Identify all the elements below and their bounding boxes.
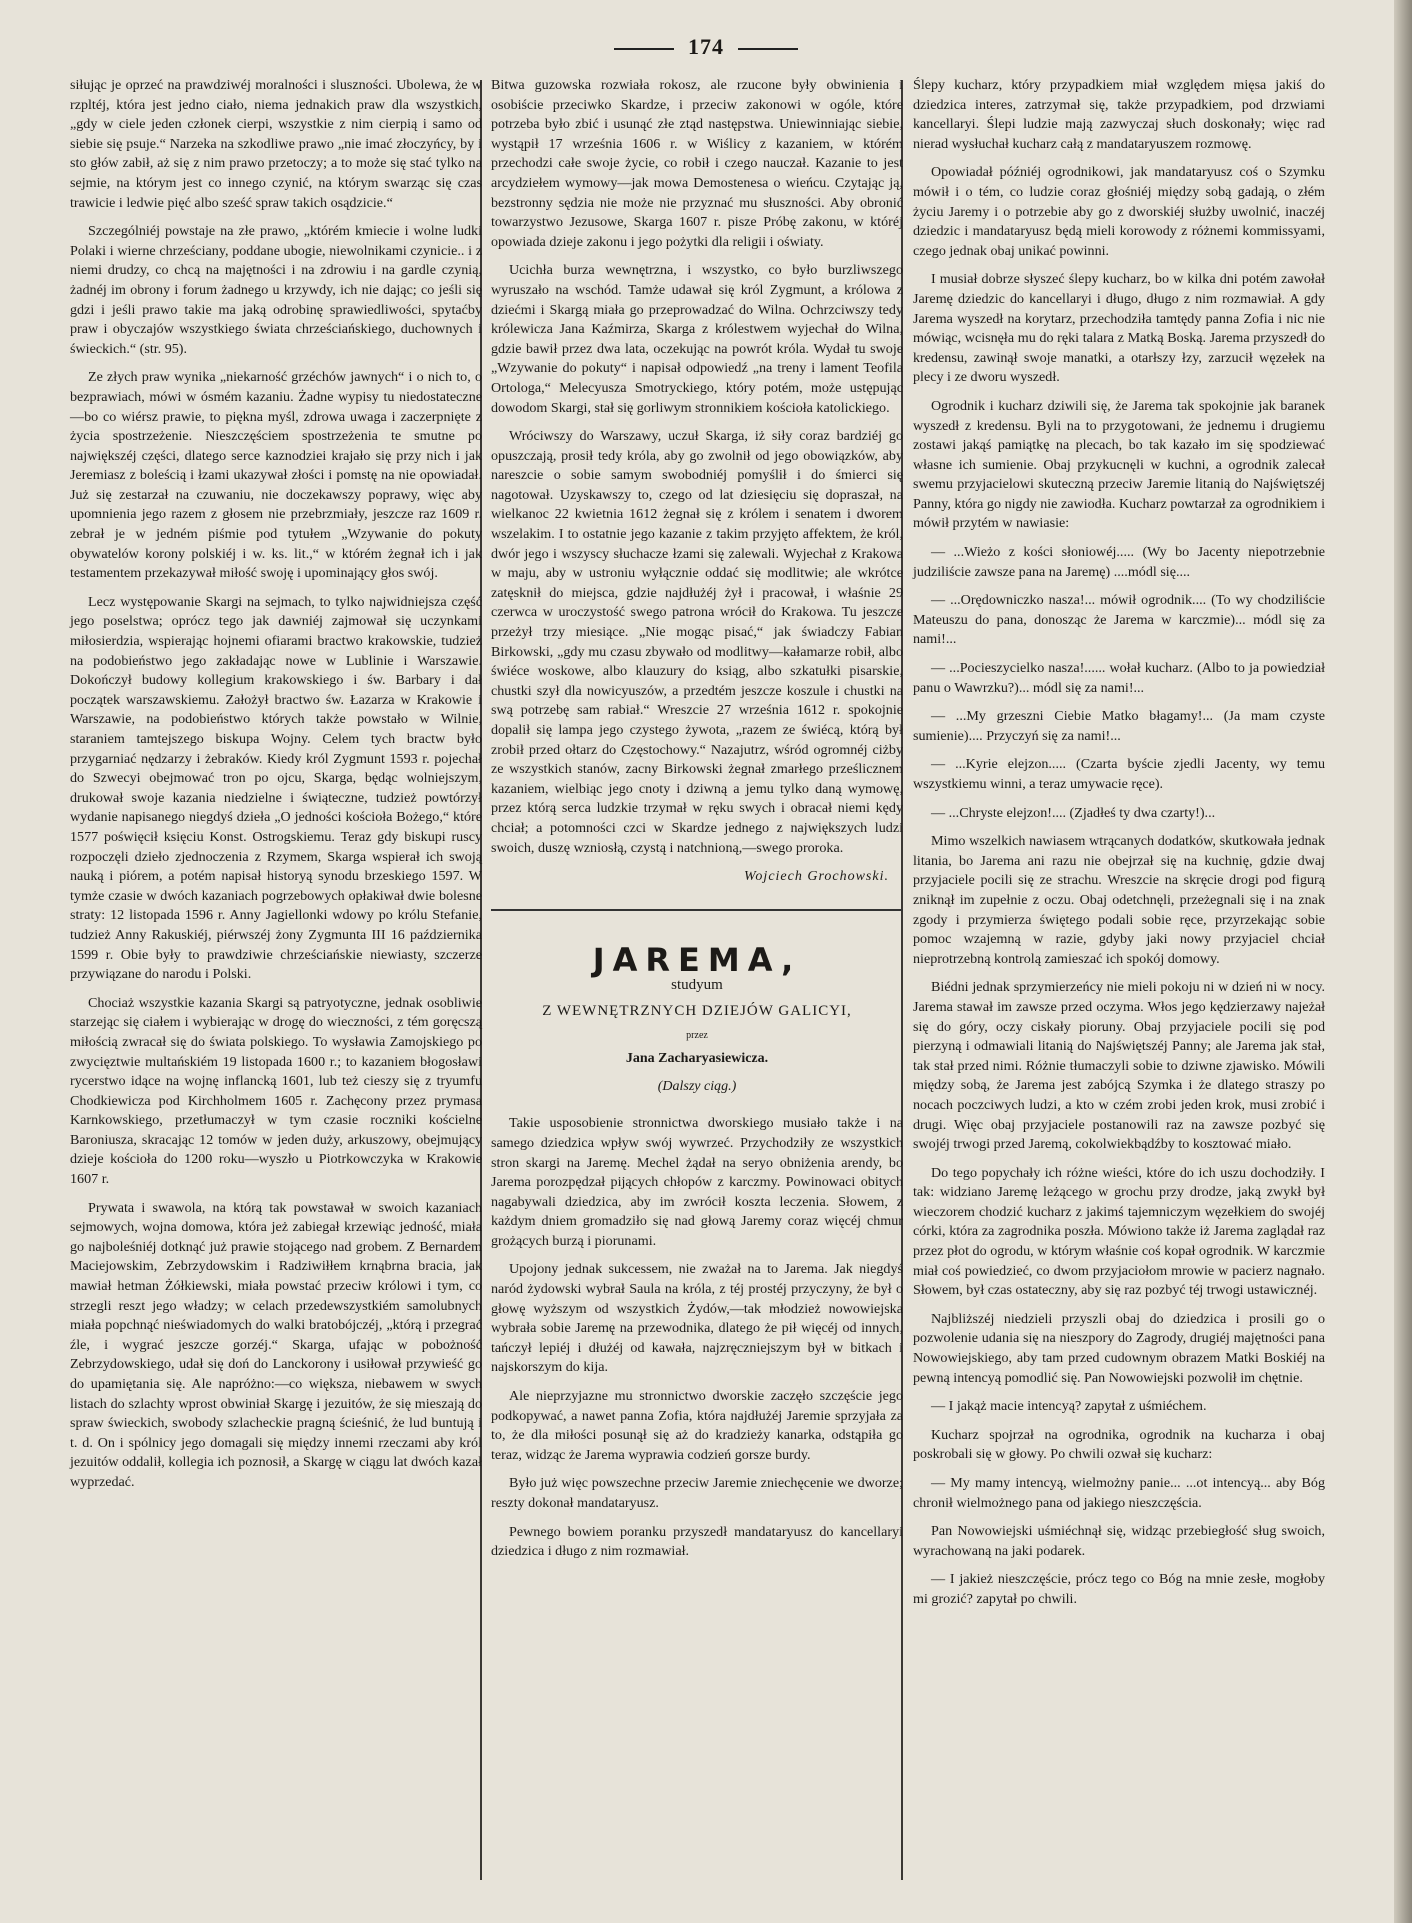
column3-dialogue: — ...Pocieszycielko nasza!...... wołał kucharz. (Albo to ja powiedział panu o Wawrzku?)... módl się za nami!...	[913, 660, 1325, 696]
article-signature: Wojciech Grochowski.	[744, 869, 889, 885]
column-2	[491, 76, 903, 1571]
column3-paragraph: Ślepy kucharz, który przypadkiem miał względem mięsa jakiś do dziedzica interes, zatrzymał się, także przypadkiem, pod drzwiami kancellaryi. Ślepi ludzie mają zazwyczaj słuch doskonały; więc rad nierad wysłuchał kucharz całą z mandataryuszem rozmowę.	[913, 77, 1325, 152]
column-1	[70, 76, 482, 1502]
column3-paragraph: Opowiadał późniéj ogrodnikowi, jak mandataryusz coś o Szymku mówił i o tém, co ludzie coraz głośniéj między sobą gadają, o złém życiu Jaremy i o potrzebie aby go z dworskiéj służby uwolnić, inaczéj dziedzic i mandataryusz będą mieli korowody z różnemi kommissyami, czego jednak obaj unikać powinni.	[913, 164, 1325, 259]
column1-paragraph: Szczególniéj powstaje na złe prawo, „którém kmiecie i wolne ludki Polaki i wierne chrześciany, poddane ubogie, niewolnikami czynicie.. i z niemi drudzy, co chcą na majętności i na zdrowiu i na gardle czynią, żadnéj im obrony i forum żadnego u krzywdy, ich nie dając; co jeśli się gdzi i jeśli prawo takie ma jaką odrobinę sprawiedliwości, spytaćby praw i obyczajów wszystkiego świata chrześciańskiego, duchownych i świeckich.“ (str. 95).	[70, 223, 482, 357]
column3-paragraph: Najbliższéj niedzieli przyszli obaj do dziedzica i prosili go o pozwolenie udania się na nieszpory do Zagrody, drugiéj majętności pana Nowowiejskiego, aby tam przed cudownym obrazem Matki Boskiéj na pewną intencyą pomodlić się. Pan Nowowiejski pozwolił im chętnie.	[913, 1310, 1325, 1386]
column2-paragraph: Wróciwszy do Warszawy, uczuł Skarga, iż siły coraz bardziéj go opuszczają, prosił tedy króla, aby go zwolnił od jego obowiązków, aby nareszcie o sobie samym swobodniéj pomyślił i do śmierci się nagotował. Uzyskawszy to, czego od lat dziesięciu się dopraszał, na wielkanoc 22 kwietnia 1612 żegnał się z królem i senatem i dworem wszelakim. I to ostatnie jego kazanie z takim przyjęto affektem, że król, dwór jego i wszyscy słuchacze łzami się zalewali. Wyjechał z Krakowa w maju, aby w ustroniu wyłącznie oddać się modlitwie; ale wkrótce zatęsknił do miejsca, gdzie najdłużéj żył i pracował, i właśnie 29 czerwca w uroczystość swego patrona wrócił do Krakowa. Tu jeszcze przeżył trzy miesiące. „Nie mogąc pisać,“ jak świadczy Fabian Birkowski, „gdy mu czasu zbywało od modlitwy—kałamarze robił, albo świéce woskowe, albo klauzury do ksiąg, albo szkatułki pisarskie, chustki szył dla nowicyuszów, a przedtém jeszcze koszule i chustki na swą potrzebę sam rabiał.“ Wreszcie 27 września 1612 r. spokojnie dopalił się lampa jego czystego żywota, „razem ze świécą, którą był zrobił przed ołtarz do Częstochowy.“ Nazajutrz, wśród ogromnéj ciżby ze wszystkich stanów, zacny Birkowski żegnał zmarłego prześlicznem kazaniem, wielbiąc jego cnoty i dziwną a jemu tylko daną wymowę, przez którą serca ludzkie trzymał w ręku swych i obracał niemi kędy chciał; a potomności czci w Skardze jednego z największych ludzi swoich, duszę wzniosłą, czystą i natchnioną,—swego proroka.	[491, 428, 903, 856]
column-3	[913, 76, 1325, 1619]
column3-paragraph: Ogrodnik i kucharz dziwili się, że Jarema tak spokojnie jak baranek wyszedł z kredensu. Byli na to przygotowani, że jednemu i drugiemu zostawi jakąś pamiątkę na plecach, bo tak kazało im się spodziewać własne ich sumienie. Obaj przykucnęli w kuchni, a ogrodnik zalecał swemu przyjacielowi skuteczną przeciw Jaremie litanią do Najświętszéj Panny, która go nigdy nie zawiodła. Kucharz powtarzał za ogrodnikiem i mówił przytém w nawiasie:	[913, 397, 1325, 532]
column1-paragraph: siłując je oprzeć na prawdziwéj moralności i sluszności. Ubolewa, że w rzpltéj, która jest jedno ciało, niema jednakich praw dla wszystkich, „gdy w ciele jeden członek cierpi, wszystkie z nim cierpią i samo od siebie się psuje.“ Narzeka na szkodliwe prawo „nie imać złoczyńcy, by i sto głów zabił, aż się z nim prawo przetoczy; a to może się stać tylko na sejmie, na którym jest co innego czynić, na którym swarząc się czas trawicie i ledwie pięć albo sześć spraw takich osądzicie.“	[70, 77, 482, 211]
column3-dialogue: — I jakąż macie intencyą? zapytał z uśmiéchem.	[931, 1398, 1207, 1415]
column3-paragraph: Pan Nowowiejski uśmiéchnął się, widząc przebiegłość sług swoich, wyrachowaną na jaki podarek.	[913, 1523, 1325, 1559]
column3-dialogue: — ...Chryste elejzon!.... (Zjadłeś ty dwa czarty!)...	[931, 804, 1216, 821]
page-edge-shadow	[1394, 0, 1412, 1923]
column3-dialogue: — I jakież nieszczęście, prócz tego co Bóg na mnie zesłe, mogłoby mi grozić? zapytał po chwili.	[913, 1571, 1325, 1607]
article-continued: (Dalszy ciąg.)	[657, 1078, 737, 1094]
column3-dialogue: — ...Kyrie elejzon..... (Czarta byście zjedli Jacenty, wy temu wszystkiemu winni, a teraz umywacie ręce).	[913, 756, 1325, 792]
article-context: Z WEWNĘTRZNYCH DZIEJÓW GALICYI,	[542, 1002, 852, 1019]
article-separator	[491, 909, 903, 911]
column1-paragraph: Lecz występowanie Skargi na sejmach, to tylko najwidniejsza część jego poselstwa; oprócz tego jak dawniéj zajmował się uczynkami miłosierdzia, wspierając hojnemi ofiarami bractwo krakowskie, tudzież na podobieństwo jego zakładając nowe w Lublinie i Warszawie. Dokończył budowy kollegium krakowskiego i św. Barbary i dał początek warszawskiemu. Założył bractwo św. Łazarza w Krakowie i Warszawie, na podobieństwo których także powstało w Wilnie, staraniem tamtejszego biskupa Wojny. Celem tych bractw było przygarniać nędzarzy i żebraków. Kiedy król Zygmunt 1593 r. pojechał do Szwecyi obejmować tron po ojcu, Skarga, będąc wolniejszym, drukował swoje kazania niedzielne i świąteczne, tudzież powtórzył wydanie napisanego niegdyś dzieła „O jedności kościoła Bożego,“ które 1577 poświęcił księciu Konst. Ostrogskiemu. Teraz gdy biskupi ruscy rozpoczęli dzieło zjednoczenia z Rzymem, Skarga wspierał ich swoją nauką i piórem, a potém napisał historyą synodu brzeskiego 1597. W tymże czasie w dwóch kazaniach pogrzebowych opłakiwał dwie bolesne straty: 12 listopada 1596 r. Anny Jagiellonki wdowy po królu Stefanie, tudzież Anny Rakuskiéj, piérwszéj żony Zygmunta III 16 października 1599 r. Obie były to prawdziwie chrześciańskie niewiasty, szczerze przywiązane do narodu i Polski.	[70, 593, 482, 983]
column3-paragraph: Mimo wszelkich nawiasem wtrącanych dodatków, skutkowała jednak litania, bo Jarema ani razu nie obejrzał się na kuchnię, gdzie dwaj przyjaciele pocili się ze strachu. Wreszcie na skręcie drogi pod figurą zniknął im zupełnie z oczu. Obaj odetchnęli, przeżegnali się i na znak zgody i przymierza świętego podali sobie ręce, przyrzekając sobie pomoc wzajemną w razie, gdyby jaki nowy przyjaciel chciał nieprotrzebną kontrolą zamieszać ich spokój domowy.	[913, 833, 1325, 967]
column2-paragraph: Bitwa guzowska rozwiała rokosz, ale rzucone były obwinienia i osobiście przeciwko Skardze, i przeciw zakonowi w ogóle, które potrzeba było zbić i usunąć złe ztąd następstwa. Uniewinniając siebie, wystąpił 17 września 1606 r. w Wiślicy z kazaniem, w którém przechodzi całe swoje życie, co robił i czego nauczał. Kazanie to jest arcydziełem wymowy—jak mowa Demostenesa o wieńcu. Czytając ją, bezstronny sędzia nie może nie przyznać mu słuszności. Aby obronić towarzystwo Jezusowe, Skarga 1607 r. pisze Próbę zakonu, w któréj opowiada dzieje zakonu i jego pożytki dla religii i oświaty.	[491, 77, 903, 250]
column3-paragraph: I musiał dobrze słyszeć ślepy kucharz, bo w kilka dni potém zawołał Jaremę dziedzic do kancellaryi i długo, długo z nim rozmawiał. A gdy Jarema wyszedł na korytarz, przechodziła tamtędy panna Zofia i nic nie mówiąc, wcisnęła mu do ręki talara z Matką Boską. Jarema przyszedł do kredensu, zawinął swoje manatki, a otarłszy łzy, zarzucił węzełek na plecy i ze dworu wyszedł.	[913, 271, 1325, 386]
page-number-header	[0, 34, 1412, 60]
page-number: 174	[688, 34, 724, 59]
column1-paragraph: Chociaż wszystkie kazania Skargi są patryotyczne, jednak osobliwie starzejąc się ciałem i wybierając w drogę do wieczności, z tém goręcszą miłością zwracał się do świata polskiego. To wysławia Zamojskiego po zwycięztwie multańskiém 19 listopada 1600 r.; to kazaniem błogosławi rycerstwo idące na wojnę inflancką 1601, lub też cieszy się z tryumfu Chodkiewicza pod Kirchholmem 1605 r. Zachęcony przez prymasa Karnkowskiego, przetłumaczył w tym czasie roczniki kościelne Baroniusza, skracając 12 tomów w jeden duży, arkuszowy, obejmujący dzieje kościoła do 1200 roku—wyszło u Piotrkowczyka w Krakowie 1607 r.	[70, 994, 482, 1188]
article-title: JAREMA,	[592, 940, 802, 979]
article-by: przez	[686, 1029, 708, 1041]
column3-paragraph: Do tego popychały ich różne wieści, które do ich uszu dochodziły. I tak: widziano Jaremę leżącego w grochu przy drodze, jaką zwykł był wieczorem chodzić kucharz z jakimś tajemniczym węzełkiem do swojéj córki, która za zagrodnika poszła. Mówiono także iż Jarema zaglądał raz przez płot do ogrodu, w którym właśnie coś kopał ogrodnik. W karczmie miał coś powiedzieć, co dwom przyjaciołom mrowie w pacierz nagnało. Słowem, był czas ostateczny, aby się raz pozbyć téj trwogi ustawicznéj.	[913, 1164, 1325, 1299]
column3-paragraph: Kucharz spojrzał na ogrodnika, ogrodnik na kucharza i obaj poskrobali się w głowy. Po chwili ozwał się kucharz:	[913, 1426, 1325, 1463]
column3-dialogue: — ...My grzeszni Ciebie Matko błagamy!... (Ja mam czyste sumienie).... Przyczyń się za nami!...	[913, 708, 1325, 744]
column3-paragraph: Biédni jednak sprzymierzeńcy nie mieli pokoju ni w dzień ni w nocy. Jarema stawał im zawsze przed oczyma. Włos jego kędzierzawy najeżał się do góry, oczy ciskały pioruny. Obaj przyjaciele pocili się pod pierzyną i odmawiali litanią do Najświętszéj Panny; ale Jarema jak stał, tak stał przed nimi. Różnie tłumaczyli sobie to dziwne zjawisko. Mówili między sobą, że Jarema jest zabójcą Szymka i że dlatego straszy po nocach poczciwych ludzi, a kto w czém zrobi jeden krok, musi zrobić i drugi. Więc obaj przyjaciele postanowili raz na zawsze pozbyć się swojéj trwogi przed Jaremą, cokolwiekbądźby to kosztować miało.	[913, 979, 1325, 1153]
article-subtitle: studyum	[671, 977, 723, 994]
column1-paragraph: Prywata i swawola, na którą tak powstawał w swoich kazaniach sejmowych, wojna domowa, która jeż zabiegał krzewiąc jedność, miała go najboleśniéj dotknąć już prawie stojącego nad grobem. Z Bernardem Maciejowskim, Zebrzydowskim i Radziwiłłem krnąbrna bracia, jak mawiał hetman Żółkiewski, miała powstać przeciw królowi i tym, co strzegli reszt jego władzy; w celach przedewszystkiém samolubnych miała popchnąć nieświadomych do walki bratobójczéj, „którą i przegrać źle, i wygrać jeszcze gorzéj.“ Skarga, ufając w pobożność Zebrzydowskiego, udał się doń do Lanckorony i usiłował przywieść go do upamiętania się. Ale napróżno:—co większa, niebawem w swych listach do szlachty wprost obwiniał Skargę i jezuitów, że się mieszają do spraw świeckich, swobody szlacheckie pragną ścieśnić, że lud buntują i t. d. On i spólnicy jego domagali się między innemi rzeczami aby król jezuitów oddalił, kollegia ich poznosił, a Skargę w ciągu lat dwóch kazał wyprzedać.	[70, 1199, 482, 1490]
column3-dialogue: — My mamy intencyą, wielmożny panie... ...ot intencyą... aby Bóg chronił wielmożnego pana od jakiego nieszczęścia.	[913, 1475, 1325, 1511]
column2-paragraph: Ucichła burza wewnętrzna, i wszystko, co było burzliwszego wyruszało na wschód. Tamże udawał się król Zygmunt, a królowa z dziećmi i Skargą miała go przeprowadzać do Wilna. Ochrzciwszy tedy królewicza Jana Kaźmirza, Skarga z królestwem wyjechał do Wilna, gdzie bawił przez dwa lata, oczekując na powrót króla. Wydał tu swoje „Wzywanie do pokuty“ i napisał odpowiedź „na treny i lament Teofila Ortologa,“ Melecyusza Smotryckiego, który potém, może ustępując dowodom Skargi, stał się gorliwym stronnikiem kościoła katolickiego.	[491, 262, 903, 416]
article-paragraph: Upojony jednak sukcessem, nie zważał na to Jarema. Jak niegdyś naród żydowski wybrał Saula na króla, z téj prostéj przyczyny, że był o głowę wyższym od wszystkich Żydów,—tak młodzież nowowiejska wybrała sobie Jaremę na przewodnika, dlatego że pił więcéj od innych, tańczył lepiéj i dłużéj od kawała, najzręczniejszym był w bitkach i najskorszym do kija.	[491, 1261, 903, 1376]
column3-dialogue: — ...Orędowniczko nasza!... mówił ogrodnik.... (To wy chodziliście Mateuszu do pana, donosząc że Jarema w karczmie)... módl się za nami!...	[913, 592, 1325, 648]
article-paragraph: Takie usposobienie stronnictwa dworskiego musiało także i na samego dziedzica wpływ swój wywrzeć. Przychodziły ze wszystkich stron skargi na Jaremę. Mechel żądał na seryo obniżenia arendy, bo Jarema porozpędzał pijących chłopów z karczmy. Powinowaci obitych nagabywali dziedzica, aby im zwrócił koszta leczenia. Słowem, z każdym dniem gromadziło się nad głową Jaremy coraz więcéj chmur grożących burzą i piorunami.	[491, 1115, 903, 1249]
page-number-dash-right	[738, 48, 798, 50]
article-paragraph: Było już więc powszechne przeciw Jaremie zniechęcenie we dworze; reszty dokonał mandataryusz.	[491, 1475, 903, 1511]
article-paragraph: Ale nieprzyjazne mu stronnictwo dworskie zaczęło szczęście jego podkopywać, a nawet panna Zofia, która najdłużéj Jaremie sprzyjała za to, że dla miłości posunął się aż do kradzieży kanarka, odstąpiła go teraz, widząc że Jarema wyprawia codzień gorsze burdy.	[491, 1388, 903, 1463]
article-paragraph: Pewnego bowiem poranku przyszedł mandataryusz do kancellaryi dziedzica i długo z nim rozmawiał.	[491, 1523, 903, 1560]
column3-dialogue: — ...Wieżo z kości słoniowéj..... (Wy bo Jacenty niepotrzebnie judziliście zawsze pana na Jaremę) ....módl się....	[913, 544, 1325, 580]
article-author: Jana Zacharyasiewicza.	[625, 1051, 769, 1067]
column1-paragraph: Ze złych praw wynika „niekarność grzéchów jawnych“ i o nich to, o bezprawiach, mówi w ósmém kazaniu. Żadne wypisy tu niedostateczne—bo co wiérsz prawie, to piękna myśl, zdrowa uwaga i zaczerpnięte z życia spostrzeżenie. Nieszczęściem spostrzeżenia te smutne po największéj części, dlatego serce kaznodziei krajało się przy nich i jak Jeremiasz z boleścią i łzami ukazywał złości i pomstę na nie opowiadał. Już się zestarzał na czuwaniu, nie doczekawszy poprawy, więc aby upomnienia jego razem z głosem nie przebrzmiały, jeszcze raz 1609 r. zebrał je w jedném piśmie pod tytułem „Wzywanie do pokuty obywatelów korony polskiéj i w. ks. lit.,“ w którém żegnał ich i jak testamentem przekazywał miłość swoję i upominający głos swój.	[70, 369, 482, 582]
page-number-dash-left	[614, 48, 674, 50]
